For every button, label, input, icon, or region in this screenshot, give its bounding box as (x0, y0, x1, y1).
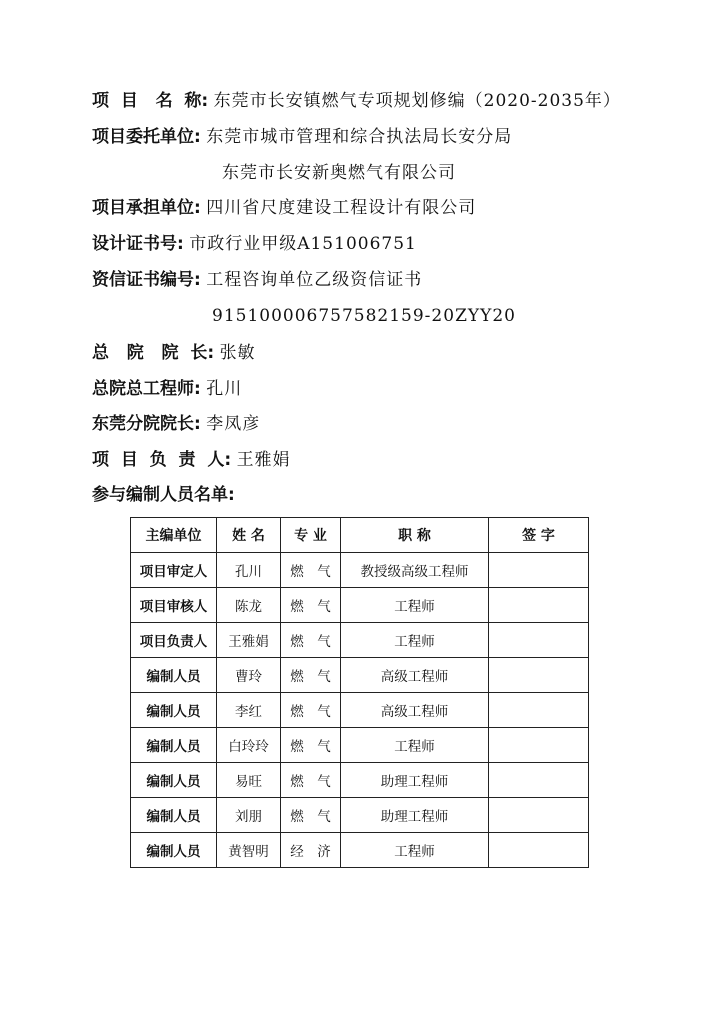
row-title: 高级工程师 (341, 693, 489, 728)
staff-table-header-row (131, 518, 589, 553)
header-unit: 主编单位 (131, 518, 217, 553)
branch-head-label: 东莞分院院长: (92, 414, 201, 434)
row-role: 项目审核人 (131, 588, 217, 623)
credit-cert-label: 资信证书编号: (92, 270, 201, 290)
branch-head-value: 李凤彦 (206, 414, 261, 434)
table-row (131, 728, 589, 763)
table-row (131, 588, 589, 623)
row-role: 编制人员 (131, 798, 217, 833)
row-title: 高级工程师 (341, 658, 489, 693)
row-title: 工程师 (341, 833, 489, 868)
header-name: 姓 名 (217, 518, 281, 553)
row-role: 编制人员 (131, 763, 217, 798)
header-title: 职 称 (341, 518, 489, 553)
president-label: 总 院 院 长: (92, 343, 215, 363)
design-cert-label: 设计证书号: (92, 234, 184, 254)
table-row (131, 833, 589, 868)
credit-cert-line (92, 267, 422, 293)
staff-list-line (92, 482, 235, 508)
chief-engineer-line (92, 376, 242, 402)
row-title: 工程师 (341, 588, 489, 623)
project-lead-line (92, 447, 291, 473)
president-line (92, 340, 256, 366)
row-name: 白玲玲 (217, 728, 281, 763)
project-name-line (92, 88, 621, 114)
row-sign (489, 728, 589, 763)
client-value-1: 东莞市城市管理和综合执法局长安分局 (206, 127, 513, 147)
row-role: 编制人员 (131, 693, 217, 728)
row-name: 曹玲 (217, 658, 281, 693)
row-sign (489, 588, 589, 623)
row-major: 燃 气 (281, 693, 341, 728)
row-sign (489, 763, 589, 798)
design-cert-line (92, 231, 417, 257)
row-name: 易旺 (217, 763, 281, 798)
table-row (131, 553, 589, 588)
row-sign (489, 798, 589, 833)
client-line (92, 124, 512, 150)
client-value-2: 东莞市长安新奥燃气有限公司 (222, 163, 456, 183)
row-name: 刘朋 (217, 798, 281, 833)
contractor-label: 项目承担单位: (92, 198, 201, 218)
president-value: 张敏 (219, 343, 256, 363)
row-title: 工程师 (341, 728, 489, 763)
project-name-value: 东莞市长安镇燃气专项规划修编（2020-2035年） (213, 91, 621, 111)
table-row (131, 798, 589, 833)
row-sign (489, 658, 589, 693)
row-major: 燃 气 (281, 658, 341, 693)
row-name: 李红 (217, 693, 281, 728)
credit-cert-value-2: 91510000675758215​9-20ZYY20 (212, 306, 516, 326)
header-sign: 签 字 (489, 518, 589, 553)
row-role: 项目负责人 (131, 623, 217, 658)
row-role: 编制人员 (131, 833, 217, 868)
contractor-value: 四川省尺度建设工程设计有限公司 (206, 198, 477, 218)
row-sign (489, 623, 589, 658)
row-role: 编制人员 (131, 658, 217, 693)
chief-engineer-label: 总院总工程师: (92, 379, 201, 399)
row-major: 经 济 (281, 833, 341, 868)
row-sign (489, 833, 589, 868)
row-name: 陈龙 (217, 588, 281, 623)
credit-cert-value-1: 工程咨询单位乙级资信证书 (206, 270, 423, 290)
row-role: 项目审定人 (131, 553, 217, 588)
row-title: 教授级高级工程师 (341, 553, 489, 588)
branch-head-line (92, 411, 260, 437)
design-cert-value: 市政行业甲级A151006751 (189, 234, 417, 254)
row-title: 助理工程师 (341, 798, 489, 833)
project-lead-value: 王雅娟 (236, 450, 291, 470)
table-row (131, 623, 589, 658)
row-major: 燃 气 (281, 623, 341, 658)
row-name: 孔川 (217, 553, 281, 588)
row-major: 燃 气 (281, 728, 341, 763)
project-lead-label: 项 目 负 责 人: (92, 450, 232, 470)
table-row (131, 693, 589, 728)
row-major: 燃 气 (281, 763, 341, 798)
client-label: 项目委托单位: (92, 127, 201, 147)
chief-engineer-value: 孔川 (206, 379, 243, 399)
row-major: 燃 气 (281, 588, 341, 623)
header-major: 专 业 (281, 518, 341, 553)
staff-list-label: 参与编制人员名单: (92, 485, 235, 505)
row-sign (489, 693, 589, 728)
row-role: 编制人员 (131, 728, 217, 763)
staff-table (130, 517, 589, 868)
row-name: 黄智明 (217, 833, 281, 868)
contractor-line (92, 195, 476, 221)
project-name-label: 项 目 名 称: (92, 91, 209, 111)
row-title: 工程师 (341, 623, 489, 658)
row-major: 燃 气 (281, 553, 341, 588)
table-row (131, 763, 589, 798)
row-name: 王雅娟 (217, 623, 281, 658)
table-row (131, 658, 589, 693)
row-title: 助理工程师 (341, 763, 489, 798)
row-sign (489, 553, 589, 588)
row-major: 燃 气 (281, 798, 341, 833)
